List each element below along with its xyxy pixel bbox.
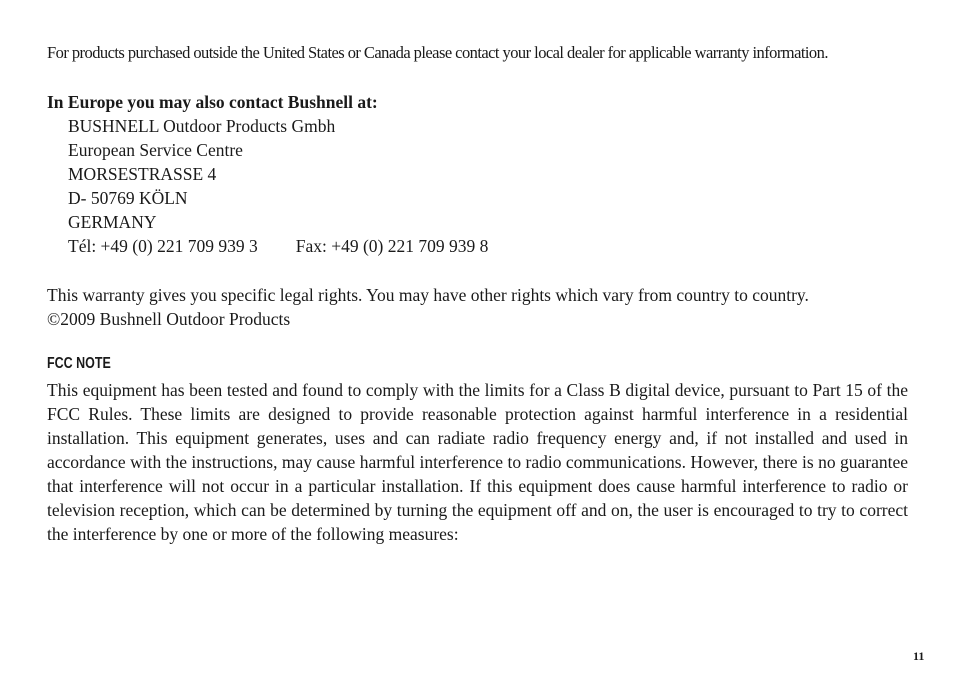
address-street: MORSESTRASSE 4 bbox=[68, 164, 217, 184]
fcc-note-body: This equipment has been tested and found to comply with the limits for a Class B digital device, pursuant to Part 15 of the FCC Rules. These limits are designed to provide reasonable protection against harmful interference in a residential installation. This equipment generates, uses and can radiate radio frequency energy and, if not installed and used in accordance with the instructions, may cause harmful interference to radio communications. However, there is no guarantee that interference will not occur in a particular installation. If this equipment does cause harmful interference to radio or television reception, which can be determined by turning the equipment off and on, the user is encouraged to try to correct the interference by one or more of the following measures: bbox=[47, 380, 908, 544]
copyright-notice: ©2009 Bushnell Outdoor Products bbox=[47, 309, 291, 329]
address-service-centre: European Service Centre bbox=[68, 140, 243, 160]
address-country: GERMANY bbox=[68, 212, 157, 232]
fcc-note-heading: FCC NOTE bbox=[47, 355, 111, 372]
document-page bbox=[47, 0, 908, 693]
europe-contact-heading: In Europe you may also contact Bushnell at: bbox=[47, 92, 378, 112]
address-company: BUSHNELL Outdoor Products Gmbh bbox=[68, 116, 336, 136]
page-number: 11 bbox=[913, 649, 925, 663]
legal-rights-statement: This warranty gives you specific legal rights. You may have other rights which vary from country to country. bbox=[47, 285, 809, 305]
telephone-number: Tél: +49 (0) 221 709 939 3 bbox=[68, 236, 258, 256]
address-postcode-city: D- 50769 KÖLN bbox=[68, 188, 188, 208]
warranty-outside-paragraph: For products purchased outside the United States or Canada please contact your local dealer for applicable warranty information. bbox=[47, 43, 828, 62]
contact-phone-fax-row bbox=[68, 234, 488, 258]
fax-number: Fax: +49 (0) 221 709 939 8 bbox=[295, 236, 489, 256]
